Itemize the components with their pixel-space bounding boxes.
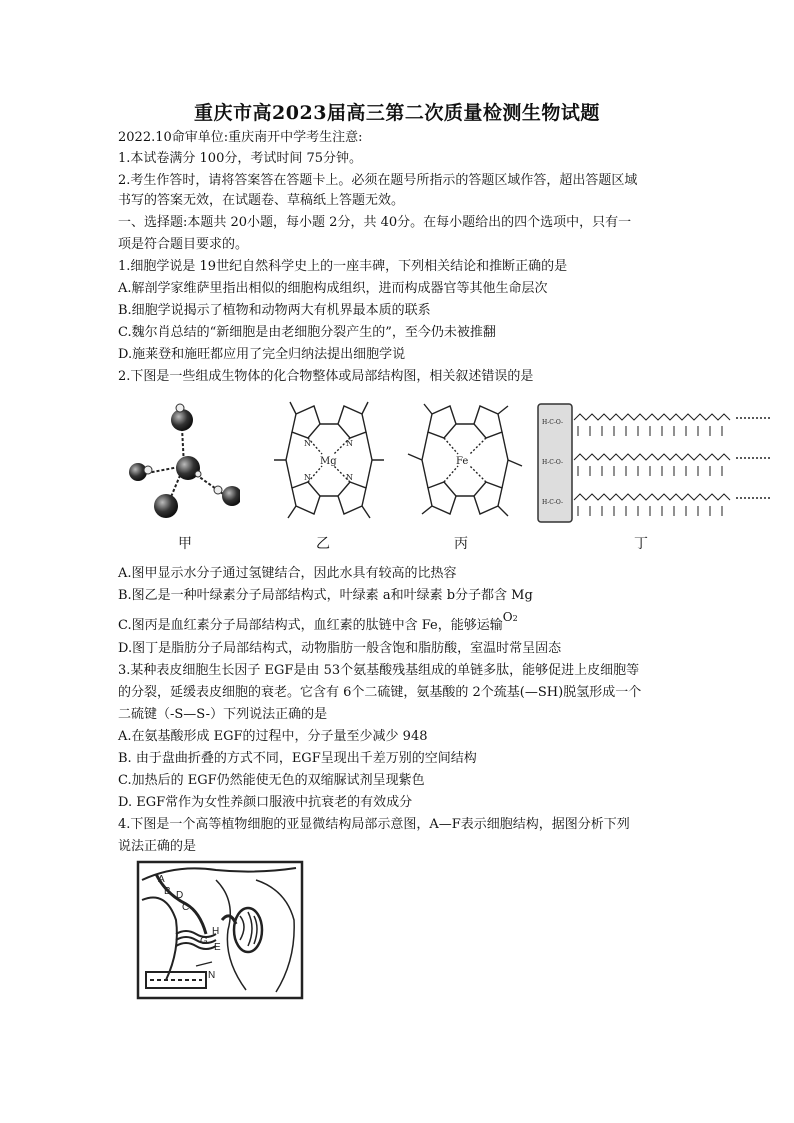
figure-label-ding: 丁 <box>634 536 648 552</box>
n-atom-label: N <box>346 473 353 482</box>
figure-label-yi: 乙 <box>316 536 330 552</box>
question-2-option-c: C.图丙是血红素分子局部结构式，血红素的肽链中含 Fe，能够运输O2 <box>118 610 518 633</box>
cell-label-e: E <box>214 942 221 953</box>
page-title: 重庆市高2023届高三第二次质量检测生物试题 <box>194 102 600 124</box>
mg-atom-label: Mg <box>320 456 337 467</box>
cell-label-n: N <box>208 970 216 981</box>
cell-label-a: A <box>158 874 165 885</box>
n-atom-label: N <box>304 473 311 482</box>
question-1-stem: 1.细胞学说是 19世纪自然科学史上的一座丰碑，下列相关结论和推断正确的是 <box>118 259 568 274</box>
question-3-stem-end: 二硫键（-S—S-）下列说法正确的是 <box>118 707 328 722</box>
question-1-option-c: C.魏尔肖总结的“新细胞是由老细胞分裂产生的”，至今仍未被推翻 <box>118 325 496 340</box>
section-heading: 一、选择题:本题共 20小题，每小题 2分，共 40分。在每小题给出的四个选项中，只有一 <box>118 215 632 230</box>
svg-text:H-C-O-: H-C-O- <box>542 499 564 506</box>
question-1-option-b: B.细胞学说揭示了植物和动物两大有机界最本质的联系 <box>118 303 431 318</box>
question-2-stem: 2.下图是一些组成生物体的化合物整体或局部结构图，相关叙述错误的是 <box>118 369 534 384</box>
question-3-option-c: C.加热后的 EGF仍然能使无色的双缩脲试剂呈现紫色 <box>118 773 425 788</box>
fe-atom-label: Fe <box>456 456 469 467</box>
question-3-stem-cont: 的分裂，延缓表皮细胞的衰老。它含有 6个二硫键，氨基酸的 2个巯基(—SH)脱氢形成一个 <box>118 685 642 700</box>
water-molecule-figure <box>122 400 240 522</box>
question-4-stem: 4.下图是一个高等植物细胞的亚显微结构局部示意图，A—F表示细胞结构，据图分析下列 <box>118 817 630 832</box>
cell-label-b: B <box>164 886 171 897</box>
exam-date-line: 2022.10命审单位:重庆南开中学考生注意: <box>118 130 363 145</box>
question-3-option-d: D. EGF常作为女性养颜口服液中抗衰老的有效成分 <box>118 795 413 810</box>
note-1: 1.本试卷满分 100分，考试时间 75分钟。 <box>118 151 363 166</box>
heme-structure-figure <box>398 396 526 524</box>
chlorophyll-structure-figure <box>262 396 390 524</box>
o2-formula: O2 <box>502 610 518 624</box>
svg-text:H-C-O-: H-C-O- <box>542 419 564 426</box>
question-1-option-a: A.解剖学家维萨里指出相似的细胞构成组织，进而构成器官等其他生命层次 <box>118 281 548 296</box>
note-2: 2.考生作答时，请将答案答在答题卡上。必须在题号所指示的答题区域作答，超出答题区域 <box>118 173 638 188</box>
figure-label-bing: 丙 <box>454 536 468 552</box>
question-2-option-d: D.图丁是脂肪分子局部结构式，动物脂肪一般含饱和脂肪酸，室温时常呈固态 <box>118 641 562 656</box>
section-heading-cont: 项是符合题目要求的。 <box>118 237 249 252</box>
question-3-option-a: A.在氨基酸形成 EGF的过程中，分子量至少减少 948 <box>118 729 428 744</box>
figure-label-jia: 甲 <box>178 536 192 552</box>
cell-label-g: G <box>200 936 208 947</box>
plant-cell-ultrastructure-figure <box>136 860 304 1000</box>
svg-text:H-C-O-: H-C-O- <box>542 459 564 466</box>
cell-label-h: H <box>212 926 220 937</box>
note-2-cont: 书写的答案无效，在试题卷、草稿纸上答题无效。 <box>118 193 405 208</box>
question-3-option-b: B. 由于盘曲折叠的方式不同，EGF呈现出千差万别的空间结构 <box>118 751 477 766</box>
question-2-option-b: B.图乙是一种叶绿素分子局部结构式，叶绿素 a和叶绿素 b分子都含 Mg <box>118 588 533 603</box>
cell-label-c: C <box>182 902 190 913</box>
n-atom-label: N <box>304 439 311 448</box>
question-2-option-a: A.图甲显示水分子通过氢键结合，因此水具有较高的比热容 <box>118 566 457 581</box>
question-1-option-d: D.施莱登和施旺都应用了完全归纳法提出细胞学说 <box>118 347 406 362</box>
cell-label-d: D <box>176 890 184 901</box>
question-4-stem-cont: 说法正确的是 <box>118 839 197 854</box>
fat-molecule-figure <box>536 402 776 526</box>
question-3-stem: 3.某种表皮细胞生长因子 EGF是由 53个氨基酸残基组成的单链多肽，能够促进上皮细胞等 <box>118 663 640 678</box>
n-atom-label: N <box>346 439 353 448</box>
